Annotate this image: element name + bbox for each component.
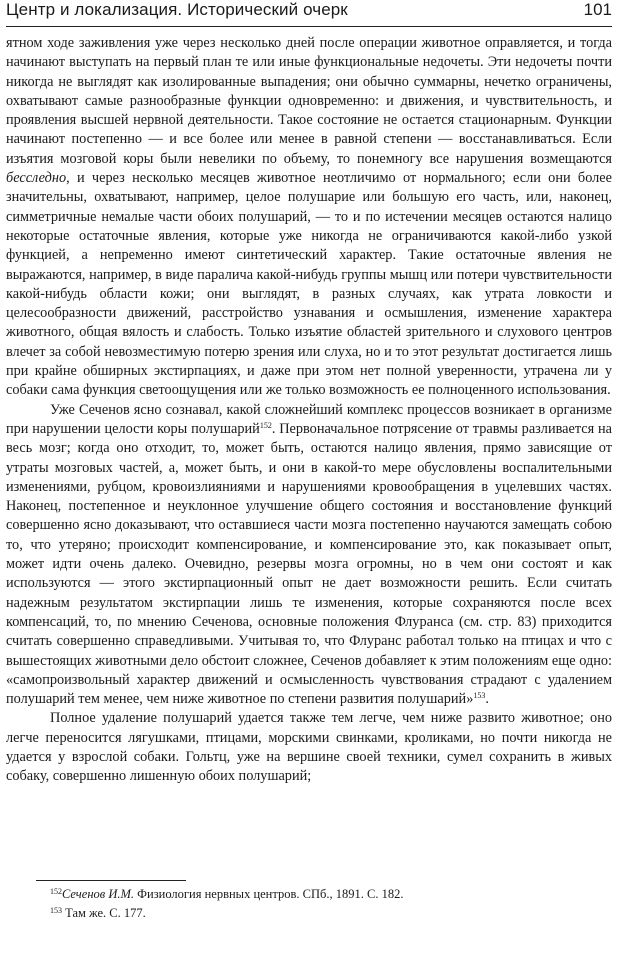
paragraph-1 bbox=[6, 34, 612, 401]
footnote-152 bbox=[50, 885, 610, 904]
footnote-153 bbox=[50, 904, 610, 923]
footnote-author: Сеченов И.М. bbox=[62, 887, 135, 901]
footnotes bbox=[50, 885, 610, 923]
paragraph-2 bbox=[6, 401, 612, 710]
paragraph-3: Полное удаление полушарий удается также тем легче, чем ниже развито животное; оно легче переносится лягушками, птицами, морскими свинками, кроликами, но почти никогда не удается у взрослой собаки. Гольтц, уже на вершине своей техники, сумел сохранить в живых собаку, совершенно лишенную обоих полушарий; bbox=[6, 710, 612, 785]
paragraph-2-part-a: Уже Сеченов ясно сознавал, какой сложнейший комплекс процессов возникает в организме при нарушении целости коры полушарий bbox=[6, 401, 612, 437]
main-text bbox=[6, 34, 612, 787]
italic-word: бесследно bbox=[6, 170, 67, 187]
header-rule bbox=[6, 26, 612, 27]
footnote-number: 152 bbox=[50, 887, 62, 896]
paragraph-2-part-b: . Первоначальное потрясение от травмы разливается на весь мозг; когда оно отходит, то, может быть, остаются налицо явления, прямо зависящие от утраты мозговых частей, а, может быть, и они в какой-то мере обусловлены воспалительными изменениями, рубцом, кровоизлияниями и нарушениями кровообращения в уцелевших частях. Наконец, постепенное и неуклонное улучшение общего состояния и восстановление функций совершенно ясно доказывают, что оставшиеся части мозга постепенно научаются замещать собою то, что утеряно; происходит компенсирование, и компенсирование это, как показывает опыт, может идти очень далеко. Очевидно, резервы мозга огромны, но в чем они состоят и как используются — этого экстирпационный опыт не дает возможности решить. Если считать надежным результатом экстирпации лишь те изменения, которые сохраняются после всех компенсаций, то, по мнению Сеченова, основные положения Флуранса (см. стр. 83) приходится считать совершенно справедливыми. Учитывая то, что Флуранс работал только на птицах и что с вышестоящих животными дело обстоит сложнее, Сеченов добавляет к этим положениям еще одно: «самопроизвольный характер движений и осмысленность чувствования страдают с удалением полушарий тем менее, чем ниже животное по степени развития полушарий» bbox=[6, 420, 612, 708]
footnote-ref-153[interactable]: 153 bbox=[473, 691, 486, 701]
footnote-text: Там же. С. 177. bbox=[62, 906, 146, 920]
paragraph-2-part-c: . bbox=[485, 691, 489, 708]
page-number: 101 bbox=[583, 0, 612, 19]
footnote-text: Физиология нервных центров. СПб., 1891. С. 182. bbox=[134, 887, 404, 901]
footnote-ref-152[interactable]: 152 bbox=[259, 420, 272, 430]
paragraph-1-part-a: ятном ходе заживления уже через несколько дней после операции животное оправляется, и тогда начинают выступать на первый план те или иные функциональные недочеты. Эти недочеты почти никогда не выглядят как изолированные выпадения; они обычно суммарны, нечетко ограничены, охватывают самые разнообразные функции одновременно: и движения, и чувствительность, и проявления высшей нервной деятельности. Такое состояние не остается стационарным. Функции начинают постепенно — и все более или менее в равной степени — восстанавливаться. Если изъятия мозговой коры были невелики по объему, то понемногу все нарушения возмещаются bbox=[6, 35, 612, 167]
footnote-number: 153 bbox=[50, 906, 62, 915]
paragraph-1-part-b: , и через несколько месяцев животное неотличимо от нормального; если они более значительны, охватывают, например, целое полушарие или большую его часть, или, наконец, симметричные немалые части обоих полушарий, — то и по истечении месяцев остаются налицо некоторые остаточные явления, которые уже никогда не ограничиваются какой-либо узкой функцией, а непременно имеют синтетический характер. Такие остаточные явления не выражаются, например, в виде паралича какой-нибудь группы мышц или потери чувствительности какой-нибудь области кожи; они выглядят, в разных случаях, как утрата ловкости и целесообразности движений, расстройство узнавания и осмышления, изменение характера животного, общая вялость и слабость. Только изъятие областей зрительного и слухового центров влечет за собой невозместимую потерю зрения или слуха, но и то этот результат достигается лишь при крайне обширных экстирпациях, и даже при этом нет полной уверенности, утрачена ли у собаки сама функция светоощущения или же только возможность ее полноценного использования. bbox=[6, 170, 612, 399]
footnote-rule bbox=[36, 880, 186, 881]
page-header bbox=[0, 0, 620, 34]
running-title: Центр и локализация. Исторический очерк bbox=[6, 0, 348, 19]
